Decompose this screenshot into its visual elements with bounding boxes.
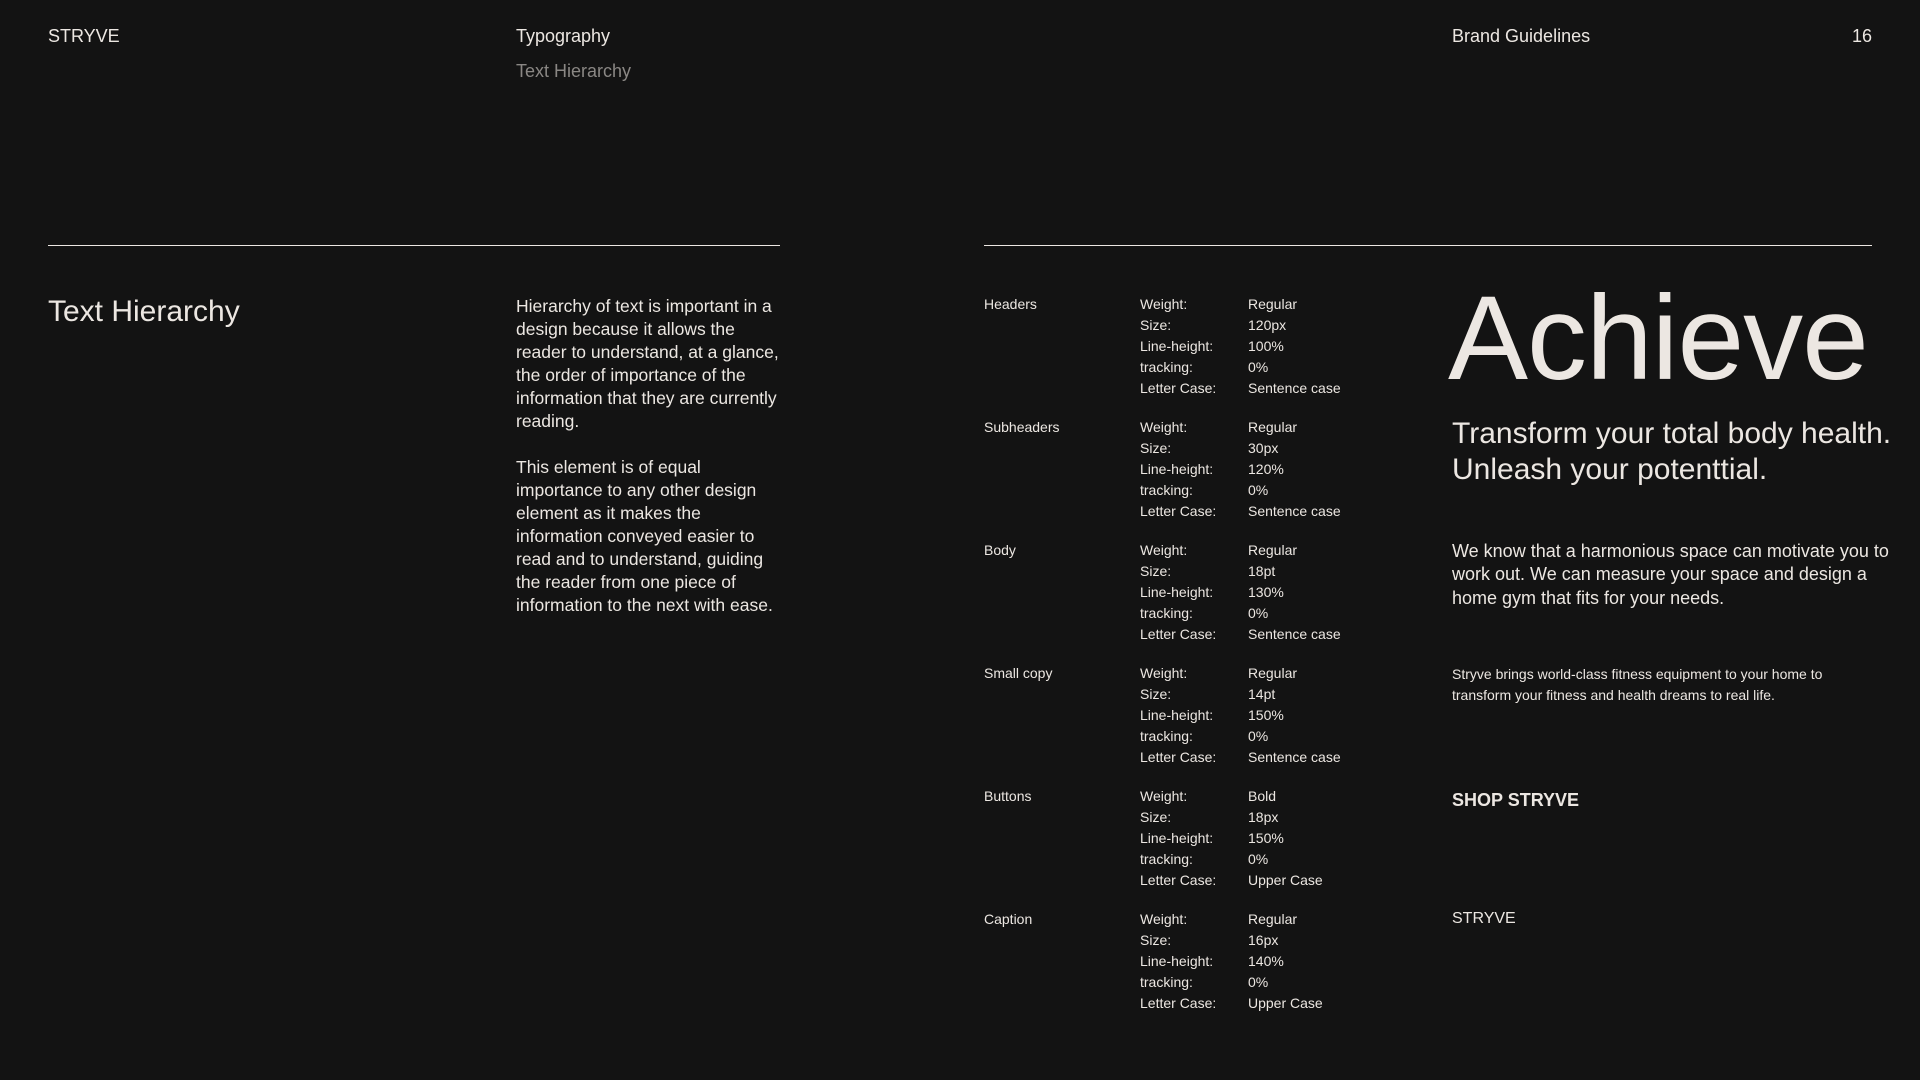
spec-category: Caption	[984, 911, 1033, 927]
spec-value: 130%	[1248, 584, 1284, 600]
spec-key: Line-height:	[1140, 461, 1214, 477]
spec-key: Weight:	[1140, 665, 1188, 681]
spec-value: Sentence case	[1248, 749, 1341, 765]
spec-key: Size:	[1140, 440, 1172, 456]
spec-key: tracking:	[1140, 974, 1193, 990]
spec-category: Buttons	[984, 788, 1032, 804]
spec-key: Letter Case:	[1140, 503, 1217, 519]
spec-value: Sentence case	[1248, 380, 1341, 396]
spec-category: Small copy	[984, 665, 1053, 681]
spec-key: Weight:	[1140, 788, 1188, 804]
spec-value: Regular	[1248, 542, 1298, 558]
page-title: Text Hierarchy	[48, 295, 240, 328]
spec-row-tracking	[1140, 480, 1341, 501]
spec-value: Upper Case	[1248, 872, 1323, 888]
spec-key: Size:	[1140, 809, 1172, 825]
brand-logo-text: STRYVE	[48, 26, 120, 46]
spec-table	[1140, 417, 1341, 522]
spec-row-letter-case	[1140, 870, 1323, 891]
spec-key: Line-height:	[1140, 953, 1214, 969]
spec-row-letter-case	[1140, 501, 1341, 522]
spec-key: Weight:	[1140, 542, 1188, 558]
spec-value: 120%	[1248, 461, 1284, 477]
spec-value: Sentence case	[1248, 503, 1341, 519]
spec-value: Sentence case	[1248, 626, 1341, 642]
spec-value: 150%	[1248, 707, 1284, 723]
spec-row-line-height	[1140, 459, 1341, 480]
spec-value: 0%	[1248, 482, 1269, 498]
spec-row-size	[1140, 930, 1323, 951]
spec-category: Headers	[984, 296, 1037, 312]
spec-value: 0%	[1248, 851, 1269, 867]
spec-value: 0%	[1248, 605, 1269, 621]
spec-row-weight	[1140, 909, 1323, 930]
spec-row-line-height	[1140, 828, 1323, 849]
spec-value: 0%	[1248, 974, 1269, 990]
spec-key: Letter Case:	[1140, 626, 1217, 642]
spec-row-weight	[1140, 540, 1341, 561]
spec-value: 16px	[1248, 932, 1279, 948]
spec-value: Regular	[1248, 665, 1298, 681]
spec-key: Line-height:	[1140, 830, 1214, 846]
spec-key: Weight:	[1140, 296, 1188, 312]
spec-value: 18px	[1248, 809, 1279, 825]
spec-table	[1140, 909, 1323, 1014]
spec-row-size	[1140, 438, 1341, 459]
spec-key: Line-height:	[1140, 584, 1214, 600]
spec-table	[1140, 786, 1323, 891]
spec-value: 30px	[1248, 440, 1279, 456]
spec-value: 18pt	[1248, 563, 1276, 579]
doc-title: Brand Guidelines	[1452, 26, 1591, 46]
intro-paragraph-2: This element is of equal importance to any other design element as it makes the information conveyed easier to read and to understand, guiding the reader from one piece of information to the next with ease.	[516, 457, 773, 615]
spec-key: Line-height:	[1140, 707, 1214, 723]
section-label: Typography	[516, 26, 611, 46]
sample-shop-button[interactable]: SHOP STRYVE	[1452, 790, 1580, 810]
spec-key: Weight:	[1140, 911, 1188, 927]
spec-key: Size:	[1140, 932, 1172, 948]
spec-row-tracking	[1140, 849, 1323, 870]
spec-value: 0%	[1248, 359, 1269, 375]
page-number: 16	[1851, 26, 1872, 46]
spec-value: 14pt	[1248, 686, 1276, 702]
spec-key: Weight:	[1140, 419, 1188, 435]
spec-key: Letter Case:	[1140, 749, 1217, 765]
intro-paragraph-1: Hierarchy of text is important in a design because it allows the reader to understand, at a glance, the order of importance of the information that they are currently reading.	[516, 296, 779, 431]
sample-small-copy: Stryve brings world-class fitness equipment to your home to transform your fitness and health dreams to real life.	[1452, 666, 1823, 703]
spec-value: Bold	[1248, 788, 1277, 804]
spec-table	[1140, 540, 1341, 645]
spec-key: tracking:	[1140, 605, 1193, 621]
spec-row-line-height	[1140, 705, 1341, 726]
spec-value: 150%	[1248, 830, 1284, 846]
spec-row-weight	[1140, 663, 1341, 684]
divider-right	[984, 245, 1872, 246]
spec-category: Subheaders	[984, 419, 1060, 435]
spec-row-line-height	[1140, 951, 1323, 972]
spec-value: Regular	[1248, 911, 1298, 927]
spec-row-tracking	[1140, 972, 1323, 993]
subsection-label: Text Hierarchy	[516, 61, 632, 81]
spec-value: 120px	[1248, 317, 1287, 333]
spec-row-line-height	[1140, 336, 1341, 357]
spec-key: Letter Case:	[1140, 380, 1217, 396]
spec-row-line-height	[1140, 582, 1341, 603]
sample-body: We know that a harmonious space can motivate you to work out. We can measure your space and design a home gym that fits for your needs.	[1452, 541, 1889, 608]
spec-value: 100%	[1248, 338, 1284, 354]
spec-key: tracking:	[1140, 482, 1193, 498]
spec-table	[1140, 294, 1341, 399]
spec-key: tracking:	[1140, 728, 1193, 744]
spec-key: tracking:	[1140, 851, 1193, 867]
spec-value: Regular	[1248, 296, 1298, 312]
spec-value: Upper Case	[1248, 995, 1323, 1011]
spec-row-letter-case	[1140, 624, 1341, 645]
spec-key: Letter Case:	[1140, 872, 1217, 888]
spec-row-size	[1140, 561, 1341, 582]
spec-row-weight	[1140, 786, 1323, 807]
spec-row-size	[1140, 807, 1323, 828]
spec-row-tracking	[1140, 726, 1341, 747]
spec-value: 140%	[1248, 953, 1284, 969]
spec-category: Body	[984, 542, 1016, 558]
spec-key: Size:	[1140, 686, 1172, 702]
spec-row-tracking	[1140, 603, 1341, 624]
spec-key: tracking:	[1140, 359, 1193, 375]
sample-caption: STRYVE	[1452, 910, 1516, 927]
sample-header: Achieve	[1448, 271, 1868, 405]
spec-key: Size:	[1140, 317, 1172, 333]
spec-row-size	[1140, 684, 1341, 705]
spec-key: Letter Case:	[1140, 995, 1217, 1011]
divider-left	[48, 245, 780, 246]
spec-table	[1140, 663, 1341, 768]
sample-subheader: Transform your total body health. Unleash your potenttial.	[1452, 417, 1892, 486]
spec-row-letter-case	[1140, 993, 1323, 1014]
spec-row-letter-case	[1140, 378, 1341, 399]
spec-row-letter-case	[1140, 747, 1341, 768]
spec-key: Size:	[1140, 563, 1172, 579]
spec-row-weight	[1140, 294, 1341, 315]
spec-key: Line-height:	[1140, 338, 1214, 354]
spec-value: Regular	[1248, 419, 1298, 435]
spec-row-tracking	[1140, 357, 1341, 378]
spec-value: 0%	[1248, 728, 1269, 744]
spec-row-size	[1140, 315, 1341, 336]
spec-row-weight	[1140, 417, 1341, 438]
